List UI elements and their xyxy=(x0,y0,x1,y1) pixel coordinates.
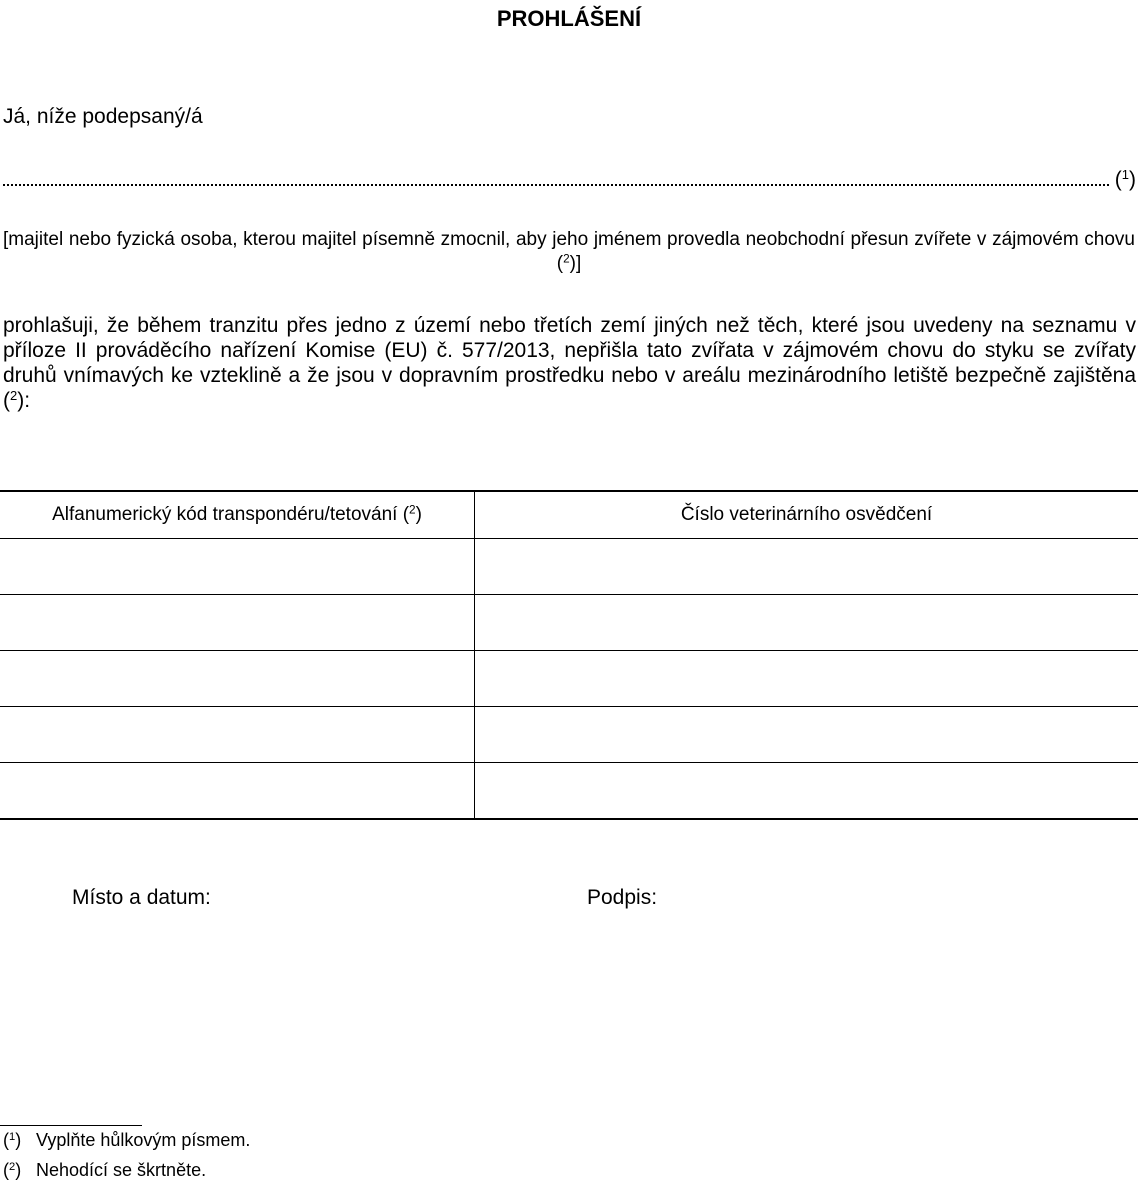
owner-description: [majitel nebo fyzická osoba, kterou majitel písemně zmocnil, aby jeho jménem provedla neobchodní přesun zvířete v zájmovém chovu ($^2$)] xyxy=(3,229,1135,274)
table-row xyxy=(0,539,1138,595)
footnote-number: ($^1$) xyxy=(3,1130,22,1150)
document-title: PROHLÁŠENÍ xyxy=(496,6,642,31)
place-date-label: Místo a datum: xyxy=(72,886,211,909)
footnote-text: Vyplňte hůlkovým písmem. xyxy=(36,1130,251,1150)
certificate-cell[interactable] xyxy=(475,539,1138,595)
footnote-divider xyxy=(0,1125,142,1126)
transponder-cell[interactable] xyxy=(0,763,475,820)
transponder-cell[interactable] xyxy=(0,539,475,595)
certificate-cell[interactable] xyxy=(475,763,1138,820)
certificate-cell[interactable] xyxy=(475,651,1138,707)
intro-text: Já, níže podepsaný/á xyxy=(3,105,203,128)
transponder-cell[interactable] xyxy=(0,707,475,763)
table-row xyxy=(0,595,1138,651)
footnote-2 xyxy=(3,1160,206,1181)
header-transponder-code: Alfanumerický kód transpondéru/tetování ($^2$) xyxy=(0,491,475,539)
footnote-text: Nehodící se škrtněte. xyxy=(36,1160,207,1180)
transponder-cell[interactable] xyxy=(0,651,475,707)
signature-label: Podpis: xyxy=(587,886,658,909)
footnote-1 xyxy=(3,1130,250,1151)
animal-table xyxy=(0,490,1138,820)
footnote-ref-1: ($^1$) xyxy=(1114,166,1136,191)
declaration-paragraph: prohlašuji, že během tranzitu přes jedno z území nebo třetích zemí jiných než těch, které jsou uvedeny na seznamu v příloze II prováděcího nařízení Komise (EU) č. 577/2013, nepřišla tato zvířata v zájmovém chovu do styku se zvířaty druhů vnímavých ke vzteklině a že jsou v dopravním prostředku nebo v areálu mezinárodního letiště bezpečně zajištěna ($^2$): xyxy=(3,314,1136,412)
table-header-row xyxy=(0,491,1138,539)
header-certificate-number: Číslo veterinárního osvědčení xyxy=(475,491,1138,539)
table-row xyxy=(0,651,1138,707)
footnote-number: ($^2$) xyxy=(3,1160,22,1180)
dotted-fill-field xyxy=(3,168,1109,186)
table-row xyxy=(0,763,1138,820)
certificate-cell[interactable] xyxy=(475,707,1138,763)
transponder-cell[interactable] xyxy=(0,595,475,651)
certificate-cell[interactable] xyxy=(475,595,1138,651)
name-fill-line xyxy=(3,168,1136,192)
table-row xyxy=(0,707,1138,763)
